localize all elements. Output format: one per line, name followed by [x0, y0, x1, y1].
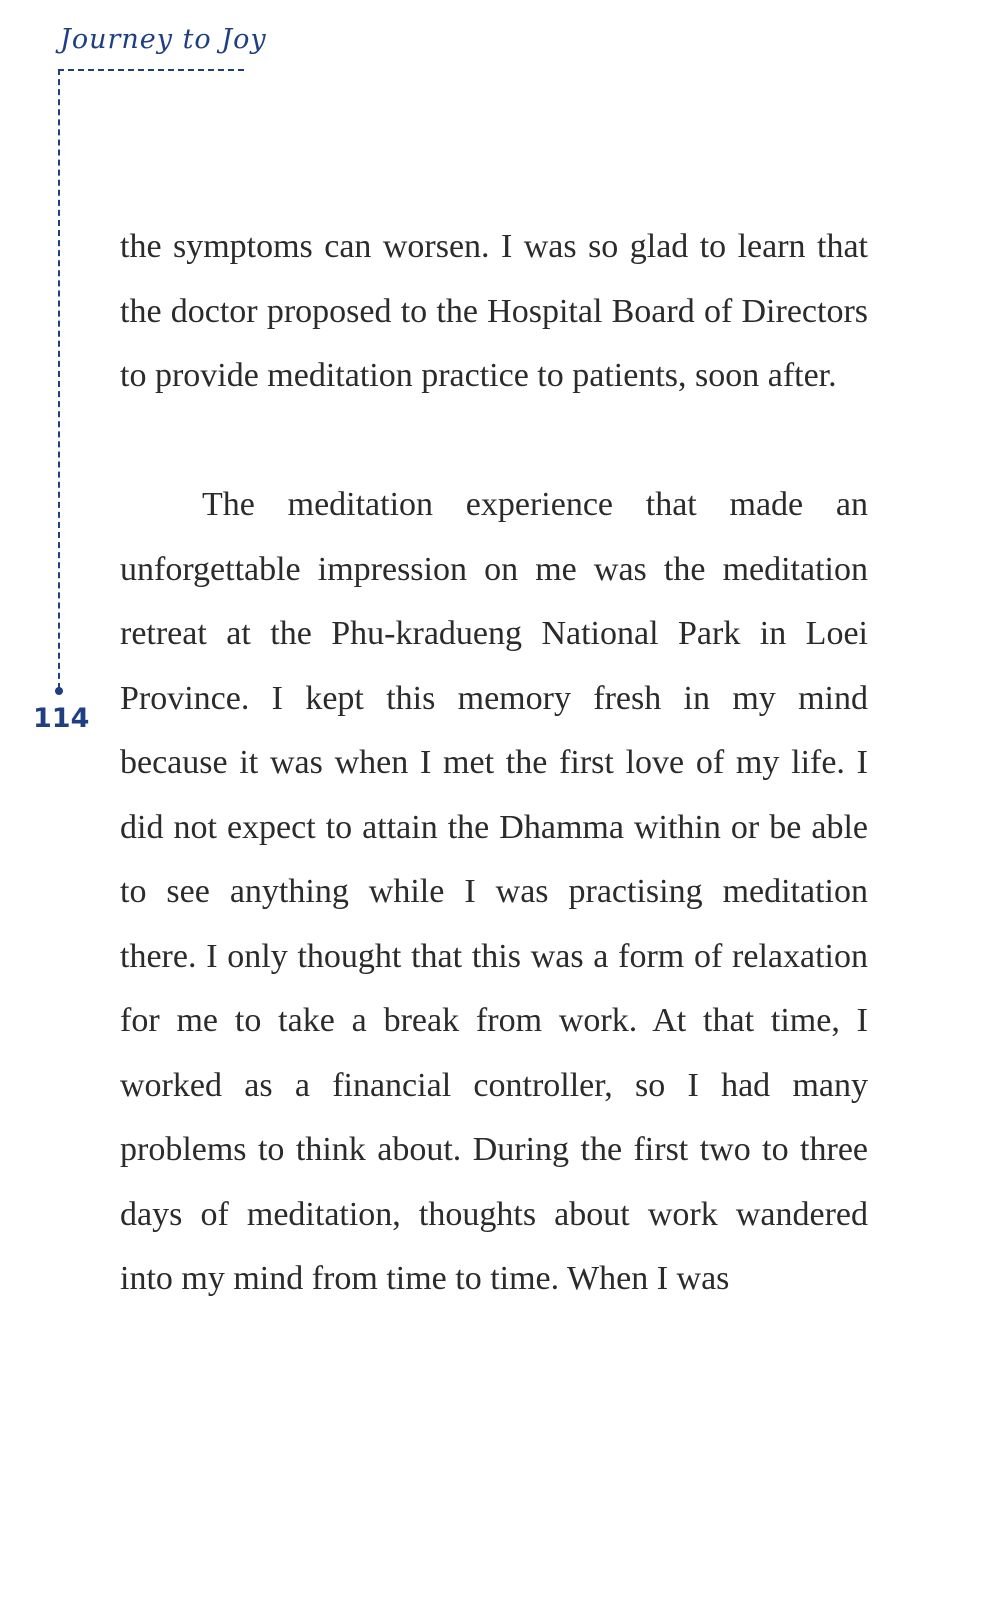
- paragraph-meditation-experience: The meditation experience that made an unforgettable impression on me was the meditation retreat at the Phu-kradueng National Park in Loei Province. I kept this memory fresh in my mind because it was when I met the first love of my life. I did not expect to attain the Dhamma within or be able to see anything while I was practising meditation there. I only thought that this was a form of relaxation for me to take a break from work. At that time, I worked as a financial controller, so I had many problems to think about. During the first two to three days of meditation, thoughts about work wandered into my mind from time to time. When I was: [120, 486, 868, 1297]
- body-text: [120, 215, 868, 1312]
- paragraph-continued: the symptoms can worsen. I was so glad to learn that the doctor proposed to the Hospital Board of Directors to provide meditation practice to patients, soon after.: [120, 228, 868, 394]
- margin-rule-dot: [55, 687, 63, 695]
- running-head: Journey to Joy: [60, 24, 267, 55]
- header-dashed-rule: [58, 69, 244, 71]
- margin-dashed-rule: [58, 69, 60, 689]
- page-number: 114: [33, 703, 90, 734]
